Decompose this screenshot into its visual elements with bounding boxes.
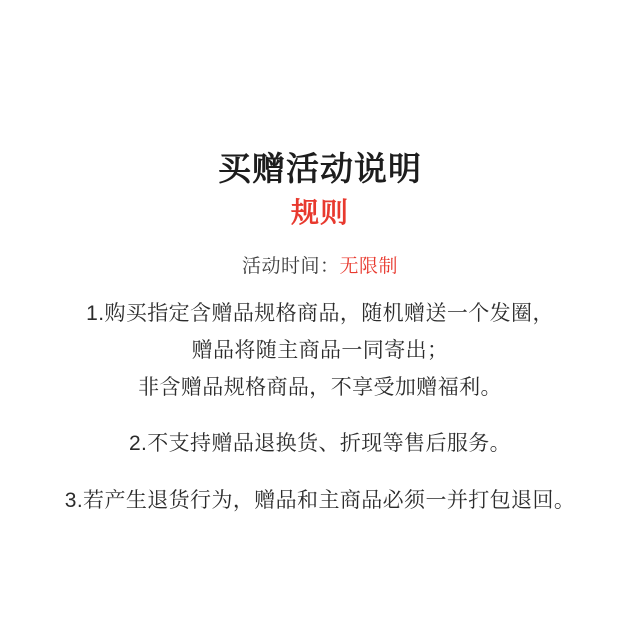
page-title: 买赠活动说明 bbox=[218, 150, 422, 187]
rule-line: 非含赠品规格商品，不享受加赠福利。 bbox=[138, 375, 502, 399]
rule-line: 赠品将随主商品一同寄出； bbox=[191, 338, 449, 362]
rule-line: 1.购买指定含赠品规格商品，随机赠送一个发圈， bbox=[86, 302, 554, 326]
activity-time-value: 无限制 bbox=[339, 255, 399, 277]
rule-item-2 bbox=[129, 426, 511, 463]
page-subtitle: 规则 bbox=[290, 197, 349, 229]
rule-item-3 bbox=[65, 483, 576, 520]
rule-line: 2.不支持赠品退换货、折现等售后服务。 bbox=[128, 432, 512, 456]
activity-time-line bbox=[242, 254, 398, 281]
rules-list bbox=[0, 296, 640, 520]
rule-line: 3.若产生退货行为，赠品和主商品必须一并打包退回。 bbox=[64, 489, 576, 513]
rule-item-1 bbox=[86, 296, 554, 406]
activity-time-label: 活动时间： bbox=[241, 255, 340, 277]
